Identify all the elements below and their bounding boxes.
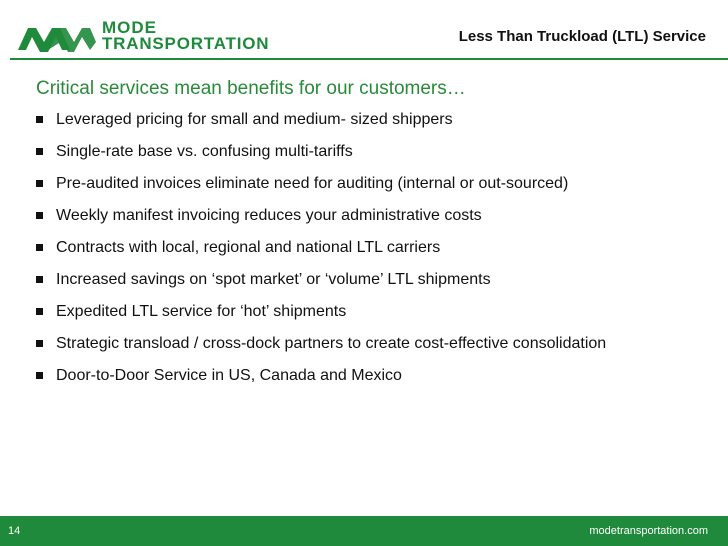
footer-bar <box>0 516 728 546</box>
website-link[interactable]: modetransportation.com <box>589 525 708 537</box>
benefit-item: Single-rate base vs. confusing multi-tariffs <box>36 142 656 161</box>
benefit-item: Increased savings on ‘spot market’ or ‘volume’ LTL shipments <box>36 270 656 289</box>
benefit-item: Expedited LTL service for ‘hot’ shipments <box>36 302 656 321</box>
benefit-item: Weekly manifest invoicing reduces your administrative costs <box>36 206 656 225</box>
slide-title: Less Than Truckload (LTL) Service <box>458 28 706 45</box>
mode-logo-mark-icon <box>18 24 96 54</box>
benefit-item: Strategic transload / cross-dock partners to create cost-effective consolidation <box>36 334 656 353</box>
benefit-item: Pre-audited invoices eliminate need for auditing (internal or out-sourced) <box>36 174 656 193</box>
page-number: 14 <box>8 525 21 537</box>
logo-text-mode: MODE <box>102 18 157 37</box>
benefit-item: Leveraged pricing for small and medium- sized shippers <box>36 110 656 129</box>
logo-text-transportation: TRANSPORTATION <box>102 34 270 53</box>
header-divider <box>10 58 728 60</box>
benefit-item: Door-to-Door Service in US, Canada and Mexico <box>36 366 656 385</box>
benefits-list <box>36 110 656 398</box>
company-logo <box>18 20 298 56</box>
benefit-item: Contracts with local, regional and national LTL carriers <box>36 238 656 257</box>
slide-subtitle: Critical services mean benefits for our customers… <box>36 78 466 99</box>
